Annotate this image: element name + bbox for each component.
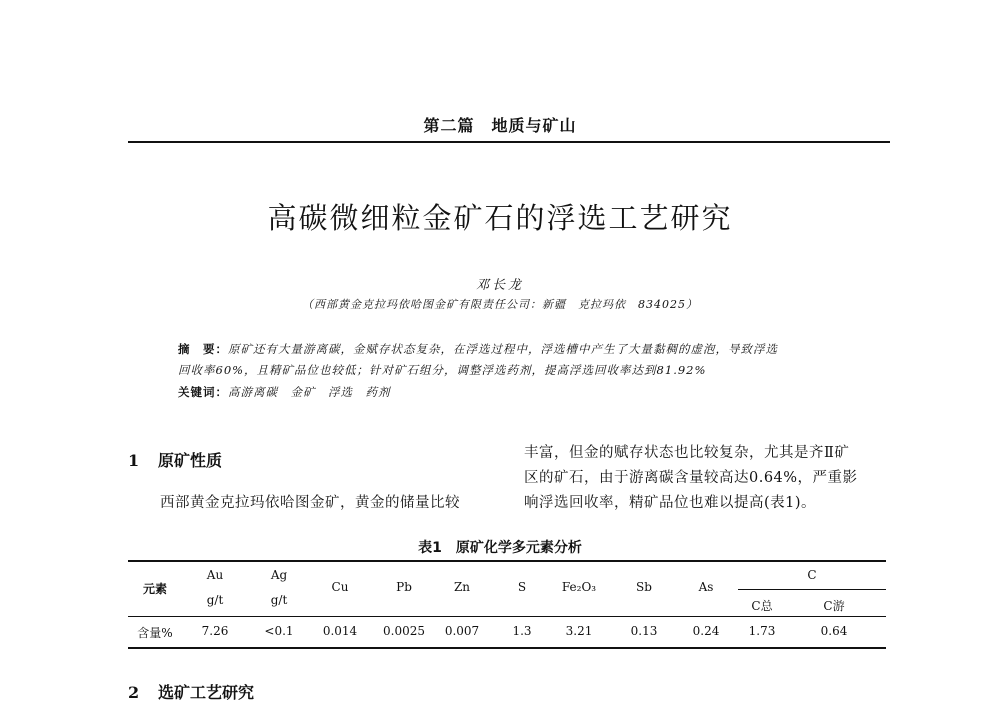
value-s: 1.3: [512, 624, 532, 638]
value-fe2o3: 3.21: [565, 624, 593, 638]
value-cu: 0.014: [322, 624, 358, 638]
col-c-free: C游: [823, 599, 845, 613]
author: 邓长龙: [475, 278, 524, 293]
abstract-text-1: 原矿还有大量游离碳，金赋存状态复杂，在浮选过程中，浮选槽中产生了大量黏稠的虚泡，导致浮选: [228, 342, 778, 356]
row-content-label: 含量%: [137, 626, 173, 640]
col-sb: Sb: [636, 580, 652, 594]
part-header: 第二篇 地质与矿山: [423, 116, 577, 135]
keywords-text: 高游离碳 金矿 浮选 药剂: [228, 385, 391, 399]
col-au-name: Au: [206, 568, 224, 582]
col-zn: Zn: [453, 580, 471, 594]
value-sb: 0.13: [630, 624, 658, 638]
keywords-line: [178, 384, 391, 400]
value-pb: 0.0025: [383, 624, 425, 638]
section-2-heading: [128, 680, 254, 703]
section-2-number: 2: [128, 683, 140, 702]
section-1-right-text-1: 丰富，但金的赋存状态也比较复杂，尤其是齐Ⅱ矿: [524, 445, 850, 461]
section-1-heading: [128, 448, 222, 471]
value-zn: 0.007: [444, 624, 480, 638]
paper-title: 高碳微细粒金矿石的浮选工艺研究: [267, 201, 733, 235]
col-as: As: [698, 580, 714, 594]
col-fe2o3: Fe₂O₃: [561, 580, 597, 594]
section-1-title: 原矿性质: [158, 451, 223, 470]
table-header-rule: [128, 616, 886, 617]
c-subheader-rule: [738, 589, 886, 590]
col-pb: Pb: [396, 580, 412, 594]
abstract-line-1: [178, 341, 778, 357]
col-c-total: C总: [751, 599, 773, 613]
col-ag-unit: g/t: [270, 593, 288, 607]
value-c-total: 1.73: [748, 624, 776, 638]
value-c-free: 0.64: [820, 624, 848, 638]
value-au: 7.26: [201, 624, 229, 638]
value-ag: <0.1: [264, 624, 294, 638]
value-as: 0.24: [692, 624, 720, 638]
col-cu: Cu: [331, 580, 349, 594]
col-ag-name: Ag: [270, 568, 288, 582]
section-2-title: 选矿工艺研究: [158, 683, 255, 702]
col-c-name: C: [807, 568, 817, 582]
affiliation: （西部黄金克拉玛依哈图金矿有限责任公司：新疆 克拉玛依 834025）: [302, 298, 698, 311]
section-1-left-text: 西部黄金克拉玛依哈图金矿，黄金的储量比较: [160, 495, 460, 511]
keywords-label: 关键词：: [178, 385, 228, 399]
row-header-element: 元素: [142, 582, 168, 596]
abstract-text-2: 回收率60%，且精矿品位也较低；针对矿石组分，调整浮选药剂，提高浮选回收率达到81.92%: [178, 363, 707, 377]
section-1-right-text-2: 区的矿石，由于游离碳含量较高达0.64%，严重影: [524, 470, 858, 486]
section-1-right-text-3: 响浮选回收率，精矿品位也难以提高(表1)。: [524, 495, 817, 511]
abstract-label: 摘 要：: [178, 342, 228, 356]
table-top-rule: [128, 560, 886, 562]
col-s: S: [517, 580, 527, 594]
abstract-line-2: [178, 362, 706, 378]
col-au-unit: g/t: [206, 593, 224, 607]
section-1-number: 1: [128, 451, 140, 470]
header-rule: [128, 141, 890, 143]
table-caption: 表1 原矿化学多元素分析: [418, 540, 582, 556]
table-bottom-rule: [128, 647, 886, 649]
